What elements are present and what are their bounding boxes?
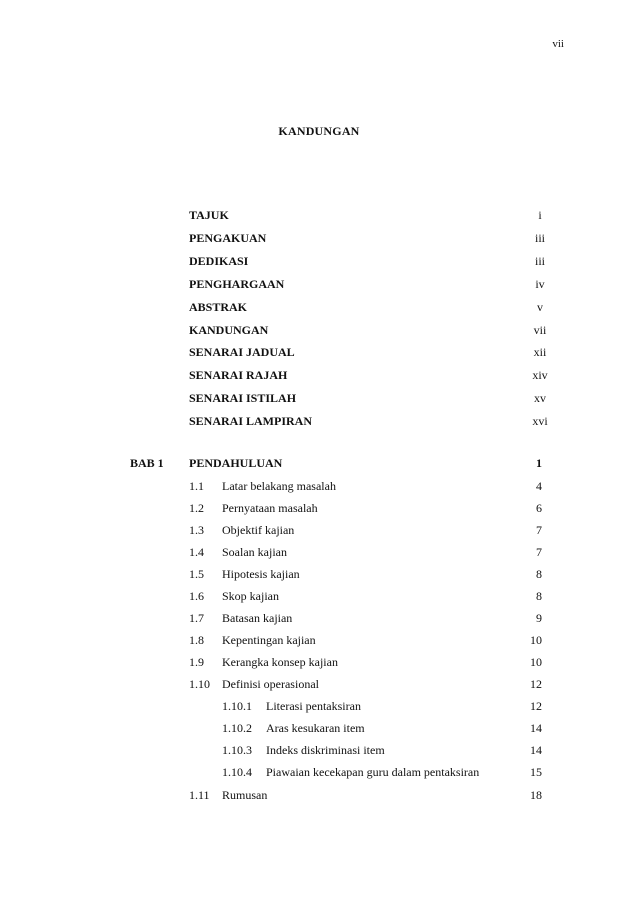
toc-entry-senarai-istilah bbox=[0, 387, 638, 409]
section-number: 1.4 bbox=[189, 545, 204, 559]
section-title: Soalan kajian bbox=[222, 545, 287, 559]
toc-entry-abstrak bbox=[0, 296, 638, 318]
section-title: Pernyataan masalah bbox=[222, 501, 318, 515]
subsection-entry bbox=[0, 717, 638, 739]
section-page: 10 bbox=[530, 655, 542, 669]
toc-entry-label: TAJUK bbox=[189, 208, 229, 222]
section-page: 12 bbox=[530, 677, 542, 691]
toc-entry-pengakuan bbox=[0, 227, 638, 249]
subsection-page: 12 bbox=[530, 699, 542, 713]
toc-entry-label: SENARAI LAMPIRAN bbox=[189, 414, 313, 428]
subsection-page: 15 bbox=[530, 765, 542, 779]
subsection-number: 1.10.1 bbox=[222, 699, 252, 713]
toc-entry-page: xvi bbox=[532, 414, 548, 428]
section-page: 10 bbox=[530, 633, 542, 647]
section-number: 1.6 bbox=[189, 589, 204, 603]
section-page: 8 bbox=[536, 589, 542, 603]
toc-entry-label: DEDIKASI bbox=[189, 254, 249, 268]
toc-entry-label: PENGHARGAAN bbox=[189, 277, 285, 291]
subsection-title: Indeks diskriminasi item bbox=[266, 743, 385, 757]
toc-entry-page: xv bbox=[534, 391, 546, 405]
section-entry bbox=[0, 629, 638, 651]
toc-entry-page: v bbox=[537, 300, 543, 314]
page-number: vii bbox=[552, 38, 564, 50]
toc-entry-senarai-lampiran bbox=[0, 410, 638, 432]
toc-entry-label: SENARAI JADUAL bbox=[189, 345, 295, 359]
section-number: 1.1 bbox=[189, 479, 204, 493]
chapter-code: BAB 1 bbox=[130, 456, 164, 470]
toc-entry-tajuk bbox=[0, 204, 638, 226]
toc-entry-page: xii bbox=[533, 345, 547, 359]
toc-entry-dedikasi bbox=[0, 250, 638, 272]
subsection-entry bbox=[0, 761, 638, 783]
toc-entry-page: i bbox=[538, 208, 542, 222]
section-number: 1.8 bbox=[189, 633, 204, 647]
toc-entry-page: iv bbox=[535, 277, 545, 291]
toc-entry-senarai-jadual bbox=[0, 341, 638, 363]
section-number: 1.7 bbox=[189, 611, 204, 625]
toc-entry-label: KANDUNGAN bbox=[189, 323, 269, 337]
toc-entry-senarai-rajah bbox=[0, 364, 638, 386]
section-entry bbox=[0, 519, 638, 541]
toc-entry-label: PENGAKUAN bbox=[189, 231, 267, 245]
section-number: 1.2 bbox=[189, 501, 204, 515]
section-entry bbox=[0, 475, 638, 497]
section-number: 1.10 bbox=[189, 677, 210, 691]
chapter-title: PENDAHULUAN bbox=[189, 456, 283, 470]
section-title: Hipotesis kajian bbox=[222, 567, 300, 581]
section-title: Batasan kajian bbox=[222, 611, 293, 625]
section-page: 4 bbox=[536, 479, 542, 493]
section-title: Kepentingan kajian bbox=[222, 633, 316, 647]
section-page: 8 bbox=[536, 567, 542, 581]
toc-entry-page: iii bbox=[534, 231, 545, 245]
section-page: 7 bbox=[536, 545, 542, 559]
section-number: 1.5 bbox=[189, 567, 204, 581]
section-title: Definisi operasional bbox=[222, 677, 319, 691]
subsection-page: 14 bbox=[530, 721, 542, 735]
toc-entry-label: SENARAI RAJAH bbox=[189, 368, 288, 382]
toc-entry-page: xiv bbox=[532, 368, 548, 382]
section-entry bbox=[0, 563, 638, 585]
section-title: Rumusan bbox=[222, 788, 268, 802]
subsection-number: 1.10.4 bbox=[222, 765, 252, 779]
section-number: 1.9 bbox=[189, 655, 204, 669]
subsection-title: Aras kesukaran item bbox=[266, 721, 365, 735]
subsection-title: Literasi pentaksiran bbox=[266, 699, 361, 713]
toc-entry-label: SENARAI ISTILAH bbox=[189, 391, 297, 405]
section-entry bbox=[0, 585, 638, 607]
section-page: 7 bbox=[536, 523, 542, 537]
section-entry bbox=[0, 541, 638, 563]
section-entry bbox=[0, 673, 638, 695]
section-entry bbox=[0, 497, 638, 519]
page-title: KANDUNGAN bbox=[278, 124, 360, 138]
section-page: 6 bbox=[536, 501, 542, 515]
section-page: 18 bbox=[530, 788, 542, 802]
toc-entry-penghargaan bbox=[0, 273, 638, 295]
chapter-page: 1 bbox=[536, 456, 542, 470]
section-page: 9 bbox=[536, 611, 542, 625]
subsection-page: 14 bbox=[530, 743, 542, 757]
subsection-entry bbox=[0, 695, 638, 717]
section-number: 1.11 bbox=[189, 788, 210, 802]
section-title: Latar belakang masalah bbox=[222, 479, 336, 493]
subsection-title: Piawaian kecekapan guru dalam pentaksiran bbox=[266, 765, 480, 779]
section-title: Skop kajian bbox=[222, 589, 279, 603]
toc-entry-page: vii bbox=[533, 323, 547, 337]
chapter-heading bbox=[0, 452, 638, 474]
section-number: 1.3 bbox=[189, 523, 204, 537]
subsection-number: 1.10.3 bbox=[222, 743, 252, 757]
subsection-entry bbox=[0, 739, 638, 761]
toc-entry-kandungan bbox=[0, 319, 638, 341]
toc-entry-label: ABSTRAK bbox=[189, 300, 248, 314]
section-title: Objektif kajian bbox=[222, 523, 295, 537]
section-entry bbox=[0, 651, 638, 673]
section-title: Kerangka konsep kajian bbox=[222, 655, 338, 669]
subsection-number: 1.10.2 bbox=[222, 721, 252, 735]
toc-entry-page: iii bbox=[534, 254, 545, 268]
section-entry bbox=[0, 784, 638, 806]
section-entry bbox=[0, 607, 638, 629]
